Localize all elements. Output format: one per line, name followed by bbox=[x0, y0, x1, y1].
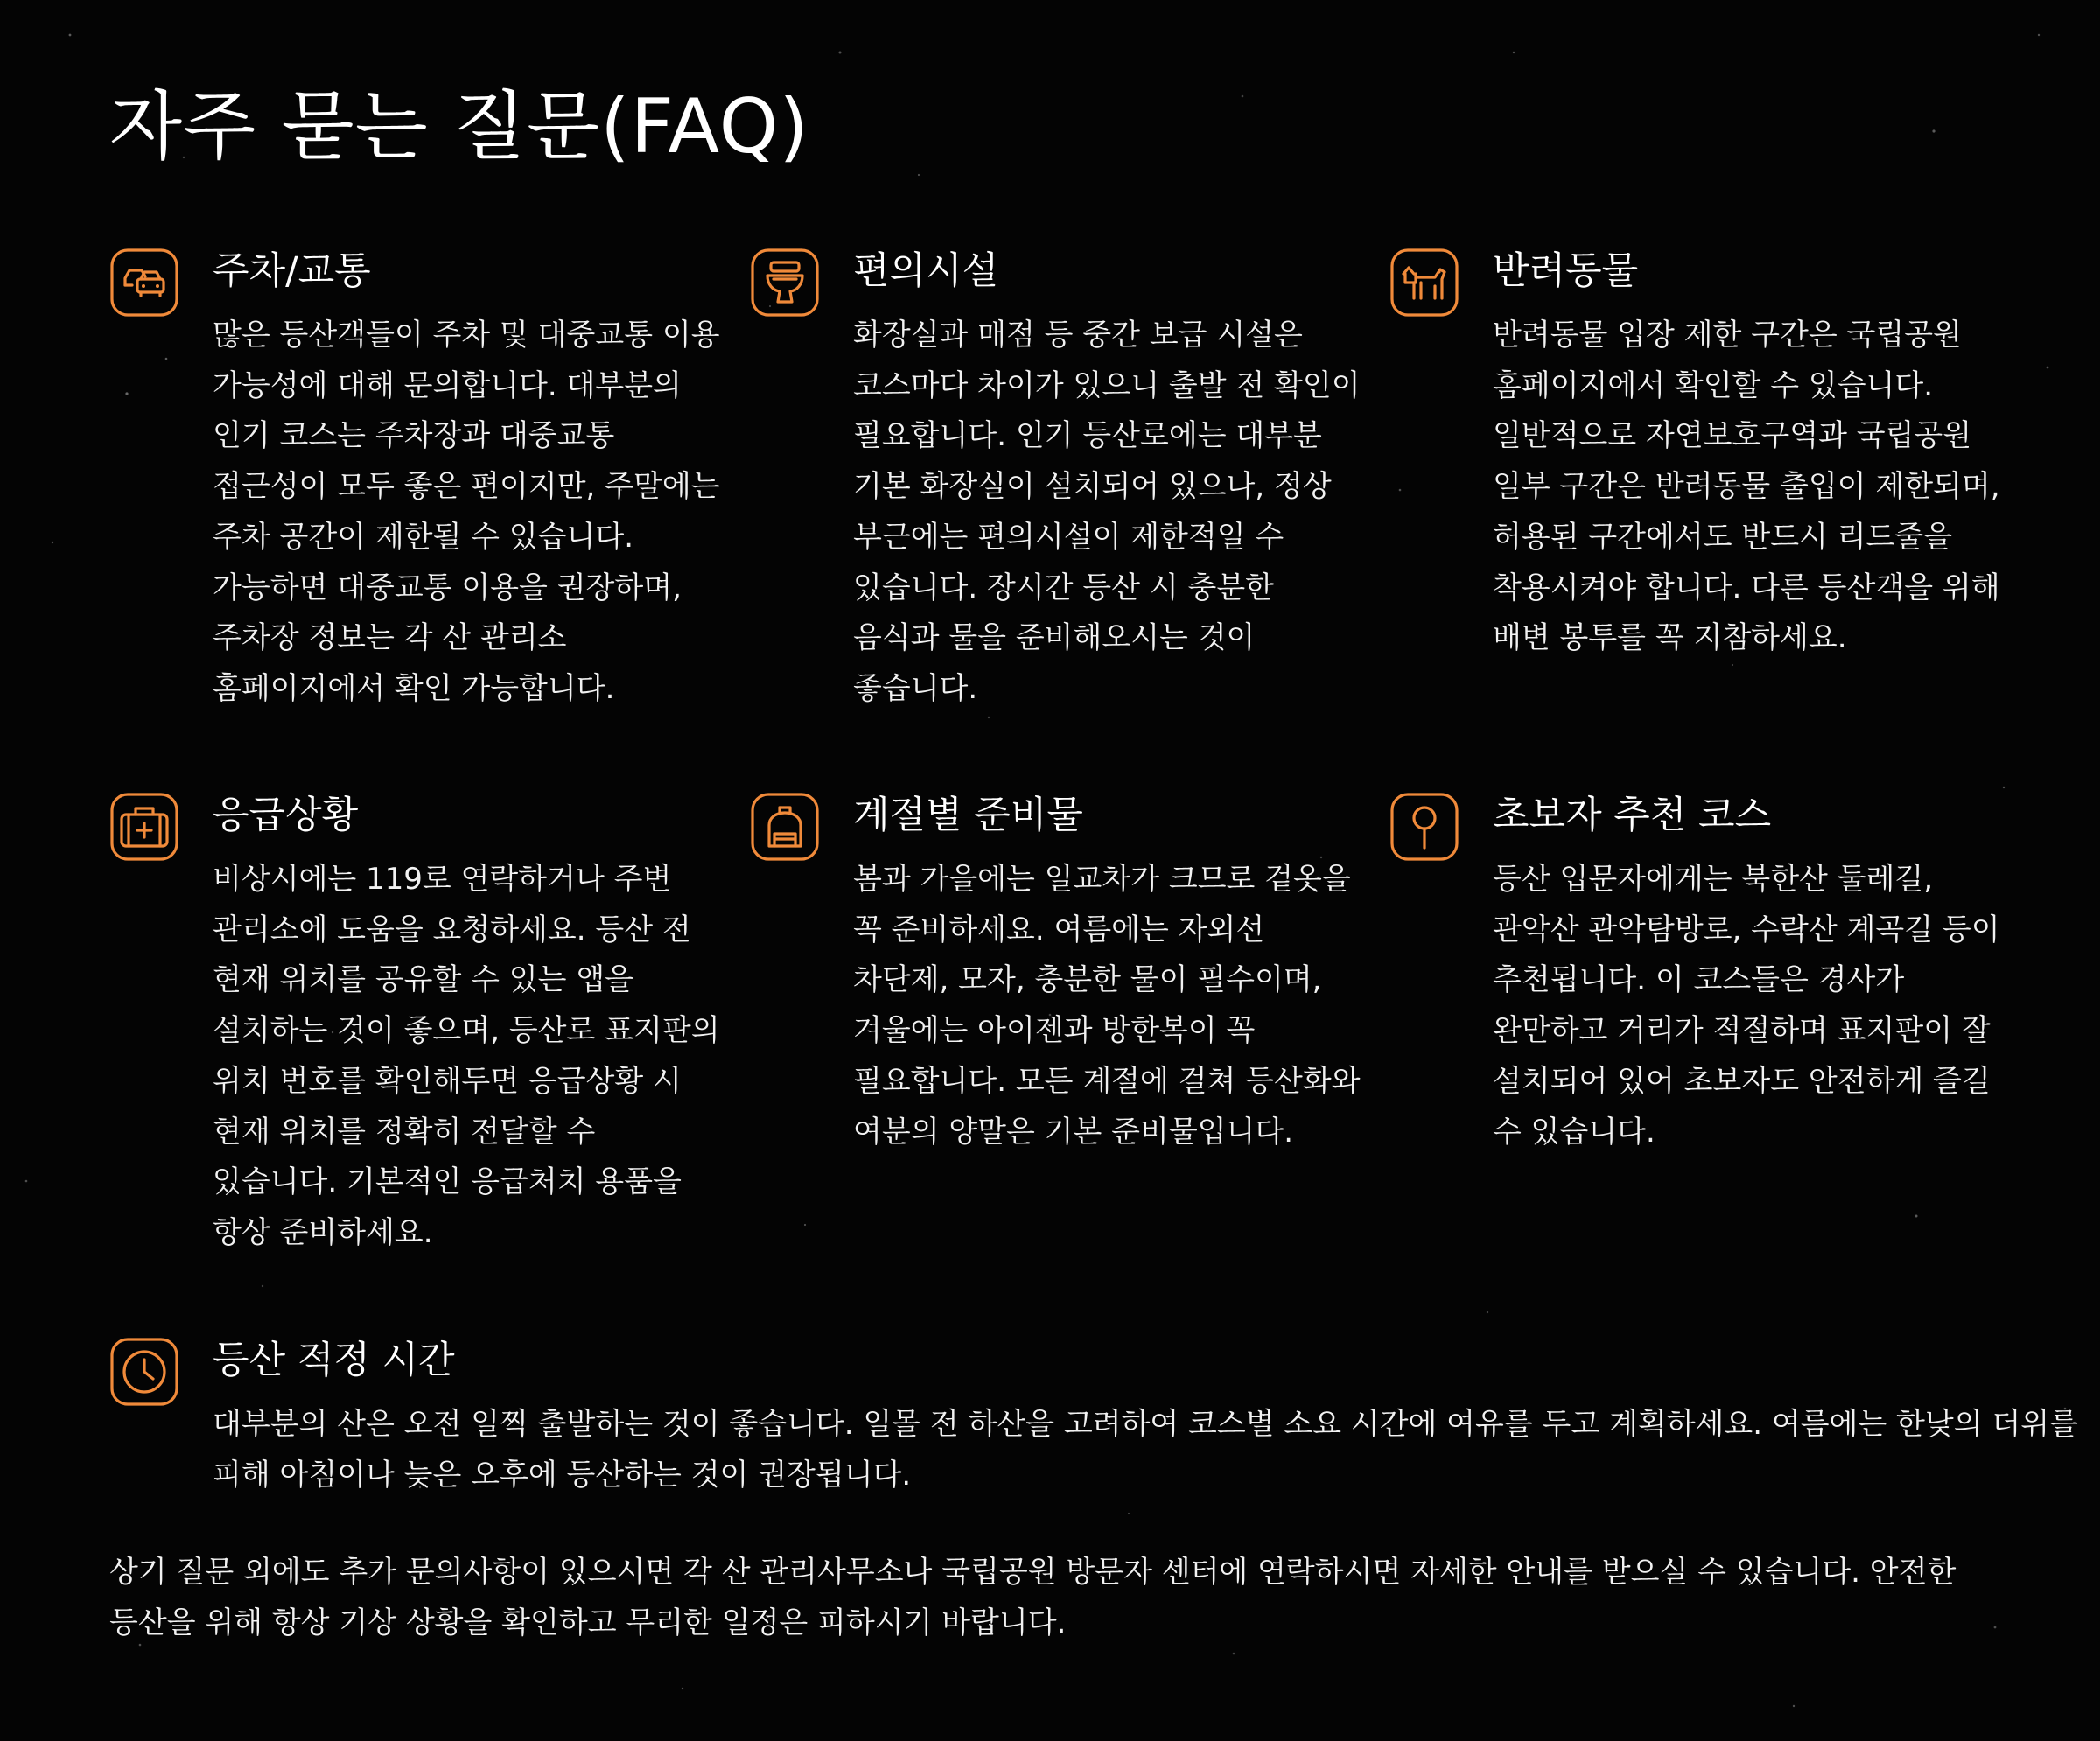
faq-answer: 많은 등산객들이 주차 및 대중교통 이용 가능성에 대해 문의합니다. 대부분의 인기 코스는 주차장과 대중교통 접근성이 모두 좋은 편이지만, 주말에는 주차 공간이 제한될 수 있습니다. 가능하면 대중교통 이용을 권장하며, 주차장 정보는 각 산 관리소 홈페이지에서 확인 가능합니다. bbox=[213, 318, 720, 706]
faq-title: 편의시설 bbox=[853, 249, 999, 293]
cars-icon bbox=[109, 248, 179, 318]
faq-answer: 화장실과 매점 등 중간 보급 시설은 코스마다 차이가 있으니 출발 전 확인이 필요합니다. 인기 등산로에는 대부분 기본 화장실이 설치되어 있으나, 정상 부근에는 편의시설이 제한적일 수 있습니다. 장시간 등산 시 충분한 음식과 물을 준비해오시는 것이 좋습니다. bbox=[853, 318, 1361, 706]
faq-answer: 비상시에는 119로 연락하거나 주변 관리소에 도움을 요청하세요. 등산 전 현재 위치를 공유할 수 있는 앱을 설치하는 것이 좋으며, 등산로 표지판의 위치 번호를 확인해두면 응급상황 시 현재 위치를 정확히 전달할 수 있습니다. 기본적인 응급처치 용품을 항상 준비하세요. bbox=[213, 862, 720, 1250]
faq-answer: 반려동물 입장 제한 구간은 국립공원 홈페이지에서 확인할 수 있습니다. 일반적으로 자연보호구역과 국립공원 일부 구간은 반려동물 출입이 제한되며, 허용된 구간에서도 반드시 리드줄을 착용시켜야 합니다. 다른 등산객을 위해 배변 봉투를 꼭 지참하세요. bbox=[1493, 318, 2000, 656]
faq-title: 응급상황 bbox=[213, 794, 359, 837]
faq-title: 주차/교통 bbox=[213, 249, 371, 293]
faq-title: 초보자 추천 코스 bbox=[1493, 794, 1772, 837]
map-pin-icon bbox=[1390, 792, 1460, 862]
faq-answer: 대부분의 산은 오전 일찍 출발하는 것이 좋습니다. 일몰 전 하산을 고려하여 코스별 소요 시간에 여유를 두고 계획하세요. 여름에는 한낮의 더위를 피해 아침이나 늦은 오후에 등산하는 것이 권장됩니다. bbox=[213, 1407, 2078, 1493]
page-title: 자주 묻는 질문(FAQ) bbox=[109, 83, 809, 171]
toilet-icon bbox=[750, 248, 820, 318]
faq-title: 반려동물 bbox=[1493, 249, 1639, 293]
faq-title: 계절별 준비물 bbox=[853, 794, 1083, 837]
clock-icon bbox=[109, 1337, 179, 1407]
dog-icon bbox=[1390, 248, 1460, 318]
backpack-icon bbox=[750, 792, 820, 862]
first-aid-kit-icon bbox=[109, 792, 179, 862]
faq-title: 등산 적정 시간 bbox=[213, 1339, 455, 1382]
faq-answer: 봄과 가을에는 일교차가 크므로 겉옷을 꼭 준비하세요. 여름에는 자외선 차단제, 모자, 충분한 물이 필수이며, 겨울에는 아이젠과 방한복이 꼭 필요합니다. 모든 계절에 걸쳐 등산화와 여분의 양말은 기본 준비물입니다. bbox=[853, 862, 1361, 1150]
faq-answer: 등산 입문자에게는 북한산 둘레길, 관악산 관악탐방로, 수락산 계곡길 등이 추천됩니다. 이 코스들은 경사가 완만하고 거리가 적절하며 표지판이 잘 설치되어 있어 초보자도 안전하게 즐길 수 있습니다. bbox=[1493, 862, 2000, 1150]
footer-note: 상기 질문 외에도 추가 문의사항이 있으시면 각 산 관리사무소나 국립공원 방문자 센터에 연락하시면 자세한 안내를 받으실 수 있습니다. 안전한 등산을 위해 항상 기상 상황을 확인하고 무리한 일정은 피하시기 바랍니다. bbox=[109, 1555, 1956, 1640]
